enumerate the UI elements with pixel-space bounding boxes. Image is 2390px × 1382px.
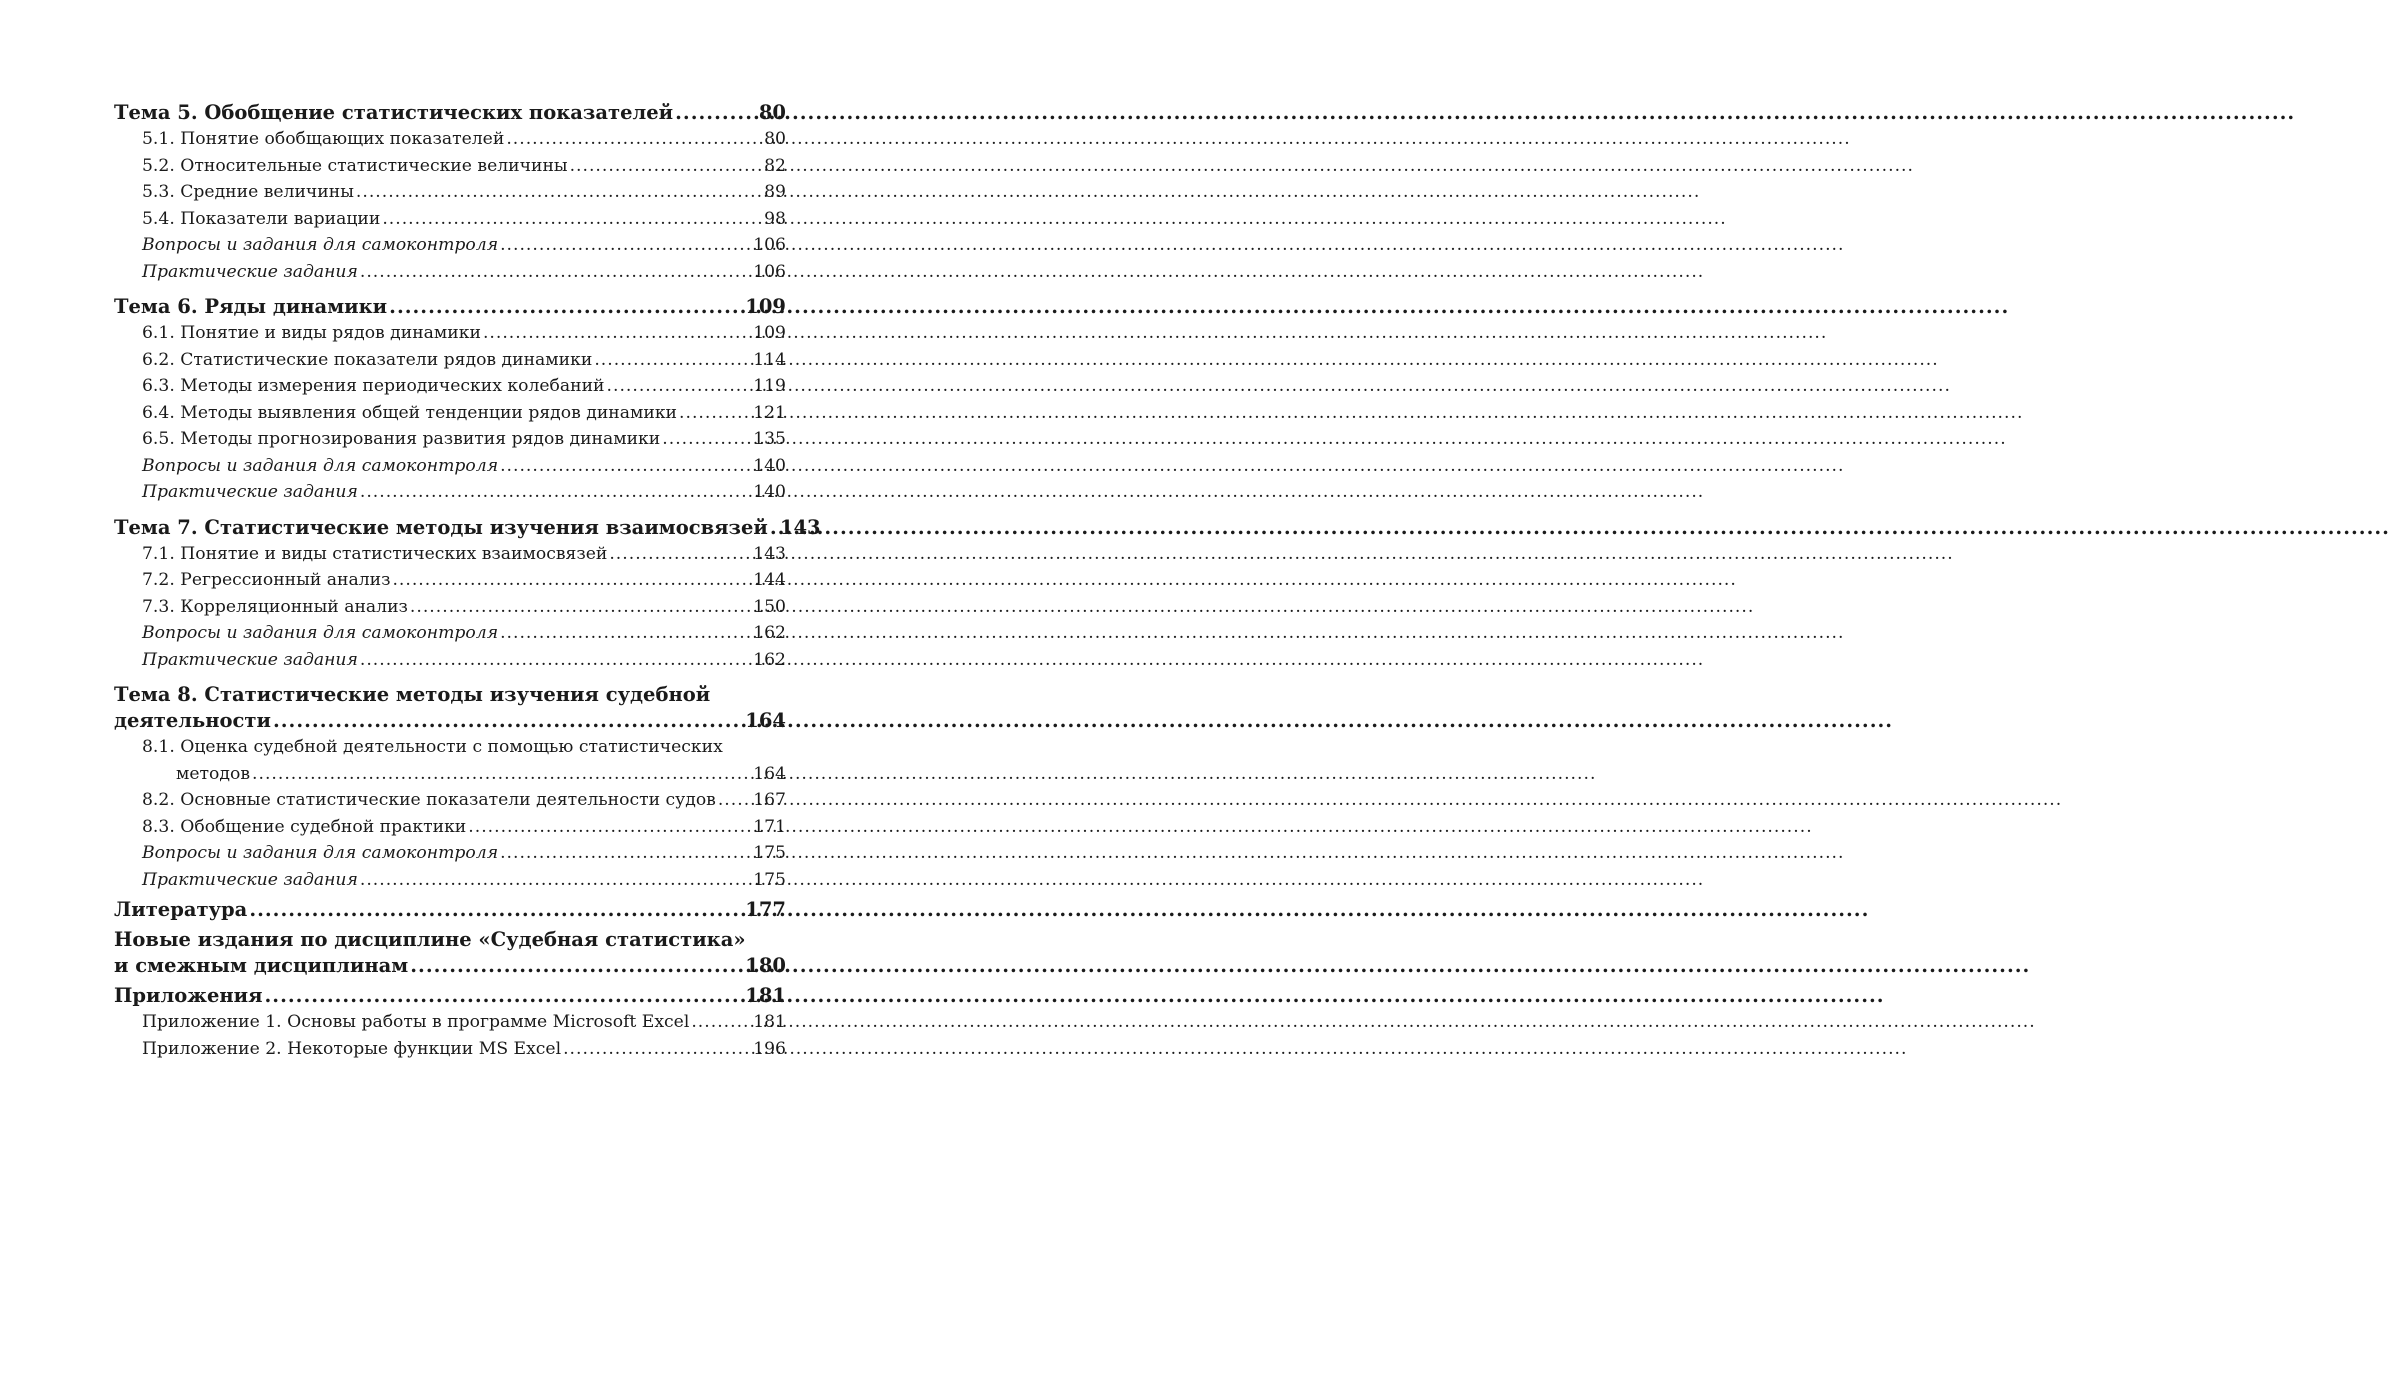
topic-title-line2: деятельности bbox=[114, 709, 271, 732]
item-title-line2: методов bbox=[176, 763, 251, 784]
leader-dots bbox=[468, 814, 751, 841]
topic-title: Тема 7. Статистические методы изучения взаимосвязей bbox=[114, 515, 768, 539]
toc-new-editions[interactable] bbox=[114, 927, 786, 979]
item-title: 6.2. Статистические показатели рядов динамики bbox=[142, 349, 593, 370]
page-number: 106 bbox=[753, 261, 786, 282]
new-editions-line1: Новые издания по дисциплине «Судебная статистика» bbox=[114, 928, 746, 951]
leader-dots bbox=[770, 515, 778, 541]
leader-dots bbox=[500, 453, 751, 480]
leader-dots bbox=[360, 867, 751, 894]
item-title: 5.3. Средние величины bbox=[142, 182, 354, 202]
page-number: 98 bbox=[764, 208, 786, 229]
page-number: 89 bbox=[764, 182, 786, 202]
page-number: 82 bbox=[764, 155, 786, 176]
leader-dots bbox=[662, 426, 751, 453]
toc-item[interactable] bbox=[114, 814, 786, 841]
toc-topic-5[interactable] bbox=[114, 100, 786, 126]
page-number: 175 bbox=[753, 843, 786, 863]
page-number: 167 bbox=[753, 790, 786, 810]
toc-item[interactable] bbox=[114, 734, 786, 787]
leader-dots bbox=[360, 479, 751, 506]
leader-dots bbox=[360, 259, 751, 286]
leader-dots bbox=[252, 761, 751, 788]
table-of-contents bbox=[114, 100, 821, 1062]
leader-dots bbox=[273, 708, 743, 734]
page-number: 135 bbox=[753, 429, 786, 449]
leader-dots bbox=[356, 179, 762, 206]
leader-dots bbox=[718, 787, 751, 814]
toc-appendix-item[interactable] bbox=[114, 1036, 786, 1063]
leader-dots bbox=[483, 320, 751, 347]
toc-item[interactable] bbox=[114, 594, 786, 621]
item-title: Приложение 1. Основы работы в программе Microsoft Excel bbox=[142, 1012, 690, 1032]
item-title: 8.3. Обобщение судебной практики bbox=[142, 816, 467, 837]
page-number: 80 bbox=[758, 101, 786, 124]
toc-item-questions[interactable] bbox=[114, 453, 786, 480]
item-title: Практические задания bbox=[142, 869, 358, 890]
toc-topic-6[interactable] bbox=[114, 294, 786, 320]
toc-item[interactable] bbox=[114, 206, 786, 233]
page-number: 196 bbox=[753, 1038, 786, 1059]
toc-item[interactable] bbox=[114, 541, 786, 568]
leader-dots bbox=[360, 647, 751, 674]
toc-topic-7[interactable] bbox=[114, 515, 821, 541]
page-number: 144 bbox=[753, 570, 786, 590]
appendices-title: Приложения bbox=[114, 984, 263, 1007]
leader-dots bbox=[265, 983, 744, 1009]
toc-item[interactable] bbox=[114, 373, 786, 400]
topic-title: Тема 5. Обобщение статистических показателей bbox=[114, 101, 674, 124]
toc-item[interactable] bbox=[114, 126, 786, 153]
toc-appendix-item[interactable] bbox=[114, 1009, 786, 1036]
new-editions-line2: и смежным дисциплинам bbox=[114, 954, 409, 977]
literature-title: Литература bbox=[114, 898, 248, 921]
leader-dots bbox=[675, 100, 757, 126]
toc-item-practice[interactable] bbox=[114, 479, 786, 506]
toc-item-questions[interactable] bbox=[114, 620, 786, 647]
page-number: 143 bbox=[753, 543, 786, 564]
item-title: Практические задания bbox=[142, 261, 358, 282]
leader-dots bbox=[382, 206, 762, 233]
item-title-line1: 8.1. Оценка судебной деятельности с помощью статистических bbox=[142, 737, 723, 757]
toc-item-questions[interactable] bbox=[114, 232, 786, 259]
toc-appendices[interactable] bbox=[114, 983, 786, 1009]
toc-item[interactable] bbox=[114, 400, 786, 427]
page-number: 80 bbox=[764, 129, 786, 149]
toc-literature[interactable] bbox=[114, 897, 786, 923]
page-number: 106 bbox=[753, 235, 786, 255]
page-number: 109 bbox=[753, 323, 786, 343]
page-number: 114 bbox=[753, 349, 786, 370]
toc-item[interactable] bbox=[114, 179, 786, 206]
page-number: 181 bbox=[745, 984, 786, 1007]
item-title: 6.3. Методы измерения периодических колебаний bbox=[142, 376, 605, 396]
toc-item[interactable] bbox=[114, 347, 786, 374]
toc-item[interactable] bbox=[114, 787, 786, 814]
page-number: 121 bbox=[753, 402, 786, 423]
leader-dots bbox=[249, 897, 743, 923]
item-title: Практические задания bbox=[142, 482, 358, 502]
leader-dots bbox=[679, 400, 751, 427]
page-number: 180 bbox=[745, 954, 786, 977]
item-title: Приложение 2. Некоторые функции MS Excel bbox=[142, 1038, 562, 1059]
leader-dots bbox=[410, 594, 751, 621]
toc-item-questions[interactable] bbox=[114, 840, 786, 867]
page-number: 162 bbox=[753, 649, 786, 670]
leader-dots bbox=[389, 294, 743, 320]
item-title: 7.3. Корреляционный анализ bbox=[142, 596, 408, 617]
item-title: Вопросы и задания для самоконтроля bbox=[142, 235, 499, 255]
page-number: 162 bbox=[753, 623, 786, 643]
leader-dots bbox=[594, 347, 751, 374]
item-title: Вопросы и задания для самоконтроля bbox=[142, 623, 499, 643]
leader-dots bbox=[691, 1009, 751, 1036]
item-title: 7.2. Регрессионный анализ bbox=[142, 570, 391, 590]
leader-dots bbox=[563, 1036, 751, 1063]
page-number: 171 bbox=[753, 816, 786, 837]
toc-item-practice[interactable] bbox=[114, 867, 786, 894]
page-number: 164 bbox=[753, 763, 786, 784]
page-number: 181 bbox=[753, 1012, 786, 1032]
topic-title-line1: Тема 8. Статистические методы изучения судебной bbox=[114, 683, 711, 706]
page-number: 140 bbox=[753, 482, 786, 502]
toc-item-practice[interactable] bbox=[114, 259, 786, 286]
item-title: 5.4. Показатели вариации bbox=[142, 208, 381, 229]
item-title: 5.2. Относительные статистические величины bbox=[142, 155, 568, 176]
item-title: 6.1. Понятие и виды рядов динамики bbox=[142, 323, 481, 343]
page-number: 109 bbox=[745, 295, 786, 318]
leader-dots bbox=[570, 153, 763, 180]
page-number: 177 bbox=[745, 898, 786, 921]
toc-item-practice[interactable] bbox=[114, 647, 786, 674]
page-number: 140 bbox=[753, 455, 786, 476]
toc-topic-8[interactable] bbox=[114, 682, 786, 734]
leader-dots bbox=[609, 541, 751, 568]
leader-dots bbox=[410, 953, 743, 979]
page-number: 143 bbox=[779, 515, 821, 539]
toc-item[interactable] bbox=[114, 320, 786, 347]
item-title: Вопросы и задания для самоконтроля bbox=[142, 455, 499, 476]
page-number: 175 bbox=[753, 869, 786, 890]
item-title: 8.2. Основные статистические показатели деятельности судов bbox=[142, 790, 716, 810]
leader-dots bbox=[506, 126, 762, 153]
toc-item[interactable] bbox=[114, 567, 786, 594]
leader-dots bbox=[500, 232, 751, 259]
item-title: 6.4. Методы выявления общей тенденции рядов динамики bbox=[142, 402, 678, 423]
item-title: 6.5. Методы прогнозирования развития рядов динамики bbox=[142, 429, 661, 449]
item-title: Вопросы и задания для самоконтроля bbox=[142, 843, 499, 863]
page-number: 150 bbox=[753, 596, 786, 617]
page-number: 119 bbox=[753, 376, 786, 396]
leader-dots bbox=[392, 567, 751, 594]
leader-dots bbox=[500, 620, 751, 647]
toc-item[interactable] bbox=[114, 426, 786, 453]
topic-title: Тема 6. Ряды динамики bbox=[114, 295, 388, 318]
toc-item[interactable] bbox=[114, 153, 786, 180]
leader-dots bbox=[607, 373, 752, 400]
item-title: Практические задания bbox=[142, 649, 358, 670]
leader-dots bbox=[500, 840, 751, 867]
page-number: 164 bbox=[745, 709, 786, 732]
item-title: 7.1. Понятие и виды статистических взаимосвязей bbox=[142, 543, 608, 564]
item-title: 5.1. Понятие обобщающих показателей bbox=[142, 129, 505, 149]
